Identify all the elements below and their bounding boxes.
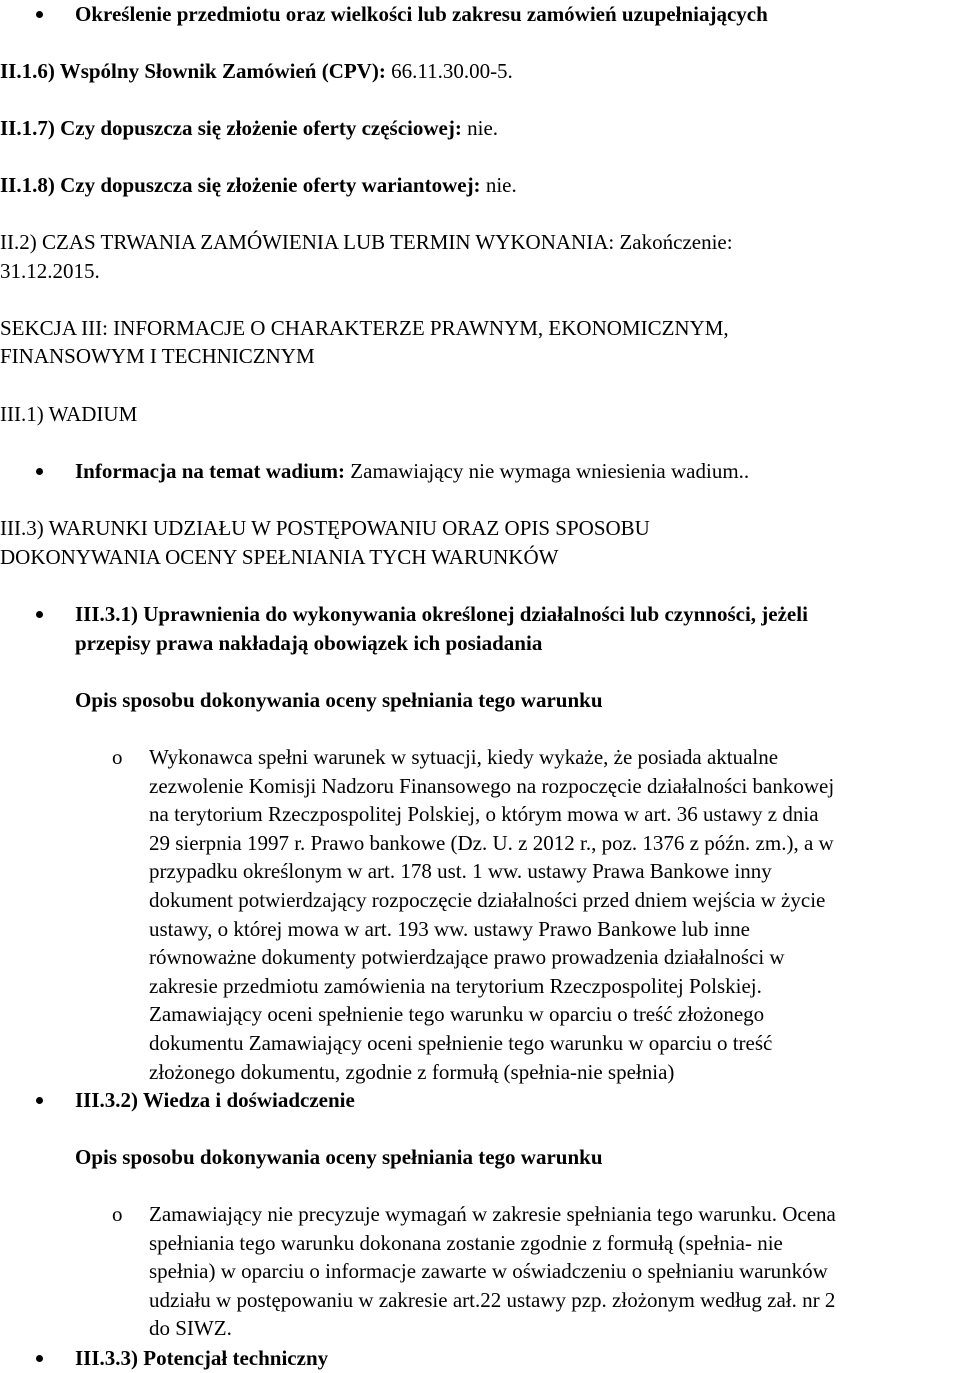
heading-assessment-1: Opis sposobu dokonywania oceny spełniania tego warunku bbox=[75, 688, 603, 712]
paragraph-line: spełnia) w oparciu o informacje zawarte w oświadczeniu o spełnianiu warunków bbox=[149, 1259, 828, 1284]
circle-bullet-icon: o bbox=[112, 745, 123, 769]
line-variant-offer: II.1.8) Czy dopuszcza się złożenie oferty wariantowej: nie. bbox=[0, 173, 517, 197]
section-3-heading-cont: FINANSOWYM I TECHNICZNYM bbox=[0, 344, 315, 368]
line-cpv: II.1.6) Wspólny Słownik Zamówień (CPV): 66.11.30.00-5. bbox=[0, 59, 513, 83]
paragraph-line: do SIWZ. bbox=[149, 1316, 232, 1341]
circle-bullet-icon: o bbox=[112, 1202, 123, 1226]
bullet-icon bbox=[36, 468, 43, 475]
line-end-date: 31.12.2015. bbox=[0, 259, 100, 283]
bullet-icon bbox=[36, 11, 43, 18]
heading-3-3-3: III.3.3) Potencjał techniczny bbox=[75, 1346, 329, 1370]
bullet-icon bbox=[36, 1355, 43, 1362]
bullet-icon bbox=[36, 1097, 43, 1104]
paragraph-line: Wykonawca spełni warunek w sytuacji, kiedy wykaże, że posiada aktualne bbox=[149, 745, 779, 769]
heading-3-3-2: III.3.2) Wiedza i doświadczenie bbox=[75, 1088, 355, 1112]
paragraph-line: przypadku określonym w art. 178 ust. 1 ww. ustawy Prawa Bankowe inny bbox=[149, 859, 772, 884]
paragraph-line: na terytorium Rzeczpospolitej Polskiej, o którym mowa w art. 36 ustawy z dnia bbox=[149, 802, 819, 827]
line-duration: II.2) CZAS TRWANIA ZAMÓWIENIA LUB TERMIN WYKONANIA: Zakończenie: bbox=[0, 230, 733, 254]
heading-3-3-1-cont: przepisy prawa nakładają obowiązek ich posiadania bbox=[75, 631, 543, 655]
section-3-heading: SEKCJA III: INFORMACJE O CHARAKTERZE PRAWNYM, EKONOMICZNYM, bbox=[0, 316, 729, 340]
paragraph-line: równoważne dokumenty potwierdzające prawo prowadzenia działalności w bbox=[149, 945, 785, 970]
heading-3-3-1: III.3.1) Uprawnienia do wykonywania określonej działalności lub czynności, jeżeli bbox=[75, 602, 808, 626]
paragraph-line: Zamawiający oceni spełnienie tego warunku w oparciu o treść złożonego bbox=[149, 1002, 765, 1027]
heading-wadium: III.1) WADIUM bbox=[0, 402, 138, 426]
paragraph-line: zakresie przedmiotu zamówienia na terytorium Rzeczpospolitej Polskiej. bbox=[149, 973, 762, 998]
paragraph-line: 29 sierpnia 1997 r. Prawo bankowe (Dz. U. z 2012 r., poz. 1376 z późn. zm.), a w bbox=[149, 830, 834, 855]
paragraph-line: Zamawiający nie precyzuje wymagań w zakresie spełniania tego warunku. Ocena bbox=[149, 1202, 836, 1226]
paragraph-line: zezwolenie Komisji Nadzoru Finansowego na rozpoczęcie działalności bankowej bbox=[149, 773, 835, 798]
line-subject-scope: Określenie przedmiotu oraz wielkości lub zakresu zamówień uzupełniających bbox=[75, 2, 768, 26]
heading-assessment-2: Opis sposobu dokonywania oceny spełniania tego warunku bbox=[75, 1145, 603, 1169]
paragraph-line: ustawy, o której mowa w art. 193 ww. ustawy Prawo Bankowe lub inne bbox=[149, 916, 750, 941]
heading-conditions-cont: DOKONYWANIA OCENY SPEŁNIANIA TYCH WARUNKÓW bbox=[0, 545, 559, 569]
paragraph-line: złożonego dokumentu, zgodnie z formułą (spełnia-nie spełnia) bbox=[149, 1059, 675, 1084]
line-wadium-info: Informacja na temat wadium: Zamawiający nie wymaga wniesienia wadium.. bbox=[75, 459, 750, 483]
heading-conditions: III.3) WARUNKI UDZIAŁU W POSTĘPOWANIU ORAZ OPIS SPOSOBU bbox=[0, 516, 650, 540]
paragraph-line: dokument potwierdzający rozpoczęcie działalności przed dniem wejścia w życie bbox=[149, 888, 826, 912]
paragraph-line: udziału w postępowaniu w zakresie art.22 ustawy pzp. złożonym według zał. nr 2 bbox=[149, 1287, 836, 1312]
line-partial-offer: II.1.7) Czy dopuszcza się złożenie oferty częściowej: nie. bbox=[0, 116, 499, 140]
bullet-icon bbox=[36, 611, 43, 618]
paragraph-line: spełniania tego warunku dokonana zostanie zgodnie z formułą (spełnia- nie bbox=[149, 1230, 783, 1255]
paragraph-line: dokumentu Zamawiający oceni spełnienie tego warunku w oparciu o treść bbox=[149, 1031, 773, 1055]
